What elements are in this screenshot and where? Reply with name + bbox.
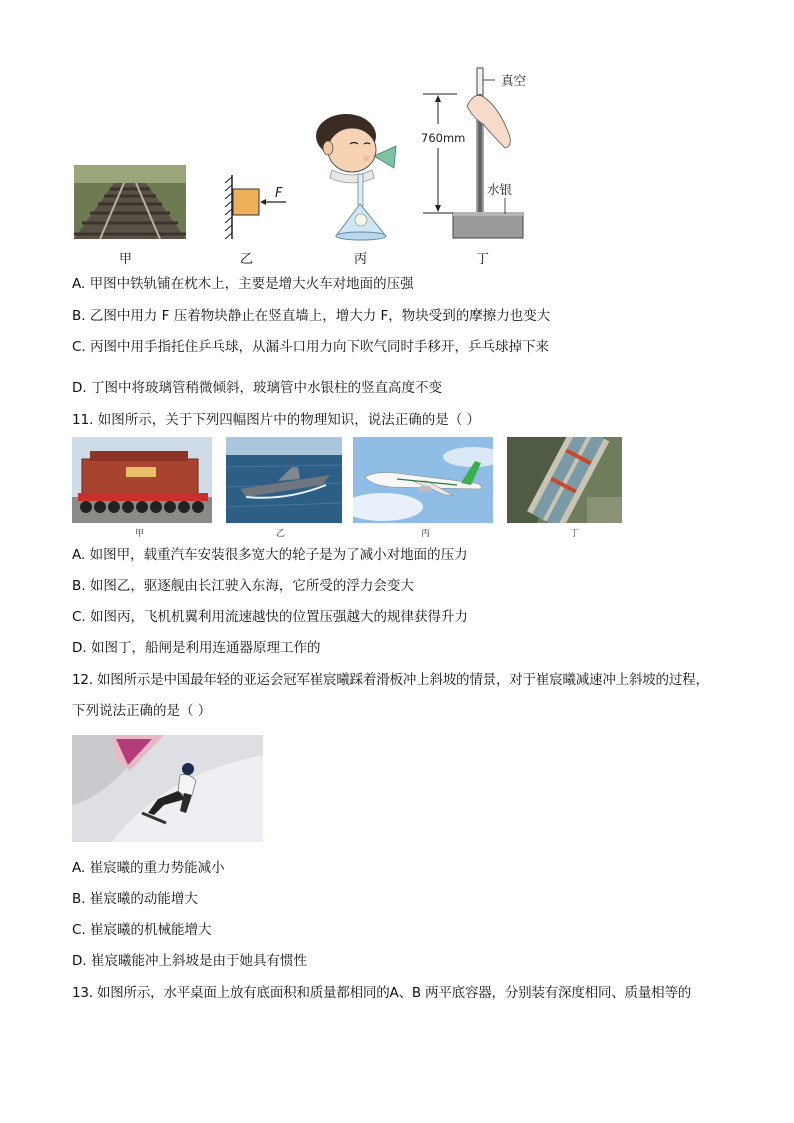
q12-option-c: C. 崔宸曦的机械能增大	[72, 922, 212, 938]
figure-label-ding: 丁	[476, 252, 490, 267]
block-on-wall-diagram	[222, 175, 292, 245]
q11-option-b: B. 如图乙，驱逐舰由长江驶入东海，它所受的浮力会变大	[72, 578, 414, 594]
q11-option-d: D. 如图丁，船闸是利用连通器原理工作的	[72, 640, 321, 656]
q11-stem: 11. 如图所示，关于下列四幅图片中的物理知识，说法正确的是（ ）	[72, 412, 481, 428]
q12-option-a: A. 崔宸曦的重力势能减小	[72, 860, 225, 876]
q12-option-b: B. 崔宸曦的动能增大	[72, 891, 198, 907]
q11-image-label-jia: 甲	[135, 529, 145, 539]
q10-option-b: B. 乙图中用力 F 压着物块静止在竖直墙上，增大力 F，物块受到的摩擦力也变大	[72, 308, 551, 324]
q11-option-a: A. 如图甲，载重汽车安装很多宽大的轮子是为了减小对地面的压力	[72, 547, 468, 563]
heavy-truck-image	[72, 437, 212, 523]
destroyer-ship-image	[226, 437, 342, 523]
q12-stem-line1: 12. 如图所示是中国最年轻的亚运会冠军崔宸曦踩着滑板冲上斜坡的情景，对于崔宸曦减速冲上斜坡的过程，	[72, 672, 709, 688]
q10-option-c: C. 丙图中用手指托住乒乓球，从漏斗口用力向下吹气同时手移开，乒乓球掉下来	[72, 339, 550, 355]
q10-option-a: A. 甲图中铁轨铺在枕木上，主要是增大火车对地面的压强	[72, 276, 414, 292]
railway-track-image	[74, 165, 186, 239]
airplane-image	[353, 437, 493, 523]
vacuum-label: 真空	[501, 73, 527, 88]
height-760mm-label: 760mm	[421, 131, 466, 145]
figure-label-bing: 丙	[354, 252, 368, 267]
ship-lock-image	[507, 437, 622, 523]
torricelli-experiment-diagram	[415, 66, 540, 244]
figure-label-jia: 甲	[119, 252, 133, 267]
skateboarder-image	[72, 735, 263, 842]
q11-option-c: C. 如图丙，飞机机翼利用流速越快的位置压强越大的规律获得升力	[72, 609, 469, 625]
q11-image-label-bing: 丙	[421, 529, 431, 539]
boy-blowing-funnel-image	[308, 108, 413, 243]
q11-image-label-yi: 乙	[276, 529, 286, 539]
q12-option-d: D. 崔宸曦能冲上斜坡是由于她具有惯性	[72, 953, 307, 969]
mercury-label: 水银	[487, 182, 513, 197]
q11-image-label-ding: 丁	[570, 529, 580, 539]
q13-stem: 13. 如图所示，水平桌面上放有底面积和质量都相同的A、B 两平底容器，分别装有深度相同、质量相等的	[72, 985, 692, 1001]
force-f-label: F	[275, 186, 283, 201]
q10-option-d: D. 丁图中将玻璃管稍微倾斜，玻璃管中水银柱的竖直高度不变	[72, 380, 442, 396]
q12-stem-line2: 下列说法正确的是（ ）	[72, 703, 212, 719]
figure-label-yi: 乙	[240, 252, 254, 267]
